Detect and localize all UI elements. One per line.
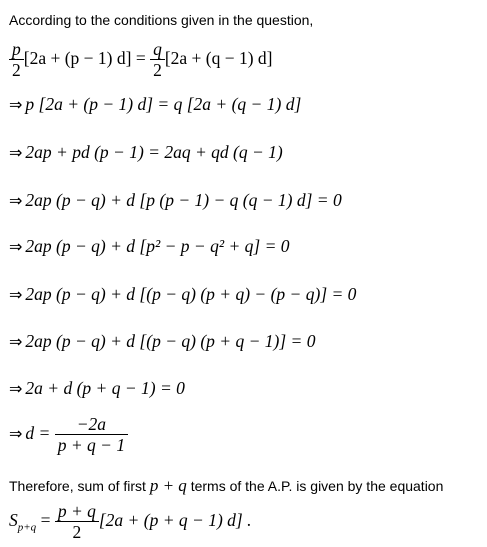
step-3	[9, 192, 342, 210]
equation-1	[9, 40, 273, 80]
equation-1-left-bracket: [2a + (p − 1) d] =	[23, 47, 146, 68]
step-text: 2ap (p − q) + d [p (p − 1) − q (q − 1) d] = 0	[25, 190, 342, 210]
final-sum-equation	[9, 502, 251, 542]
fraction-d	[55, 415, 128, 455]
step-6	[9, 333, 315, 351]
d-equation-lhs: d =	[25, 422, 51, 443]
fraction-numerator: −2a	[76, 414, 107, 434]
step-text: 2ap (p − q) + d [p² − p − q² + q] = 0	[25, 236, 290, 256]
step-5	[9, 286, 356, 304]
fraction-final	[55, 502, 99, 542]
step-2	[9, 144, 283, 162]
step-4	[9, 238, 290, 256]
implies-arrow-icon: ⇒	[9, 143, 23, 162]
therefore-post: terms of the A.P. is given by the equation	[190, 478, 444, 494]
step-text: 2ap + pd (p − 1) = 2aq + qd (q − 1)	[25, 142, 283, 162]
step-7	[9, 380, 185, 398]
therefore-pre: Therefore, sum of first	[9, 478, 146, 494]
fraction-denominator: 2	[72, 522, 82, 543]
implies-arrow-icon: ⇒	[9, 285, 23, 304]
step-text: 2ap (p − q) + d [(p − q) (p + q) − (p − q)] = 0	[25, 284, 357, 304]
final-equals: =	[40, 509, 51, 530]
fraction-denominator: 2	[153, 60, 162, 81]
fraction-numerator: q	[153, 39, 162, 59]
step-text: p [2a + (p − 1) d] = q [2a + (q − 1) d]	[25, 94, 302, 114]
fraction-q-over-2	[150, 40, 165, 80]
implies-arrow-icon: ⇒	[9, 237, 23, 256]
step-1	[9, 96, 301, 114]
fraction-numerator: p + q	[57, 501, 96, 521]
therefore-math: p + q	[149, 476, 187, 495]
fraction-denominator: 2	[12, 60, 21, 81]
d-equation	[9, 415, 128, 455]
intro-text: According to the conditions given in the question,	[9, 12, 314, 28]
implies-arrow-icon: ⇒	[9, 423, 23, 443]
implies-arrow-icon: ⇒	[9, 191, 23, 210]
fraction-p-over-2	[9, 40, 24, 80]
step-text: 2a + d (p + q − 1) = 0	[25, 378, 185, 398]
therefore-text	[9, 476, 443, 496]
final-bracket: [2a + (p + q − 1) d] .	[98, 509, 252, 530]
sum-symbol: S	[9, 509, 18, 530]
step-text: 2ap (p − q) + d [(p − q) (p + q − 1)] = 0	[25, 331, 316, 351]
implies-arrow-icon: ⇒	[9, 95, 23, 114]
sum-subscript: p+q	[17, 521, 37, 534]
implies-arrow-icon: ⇒	[9, 379, 23, 398]
fraction-numerator: p	[12, 39, 21, 59]
implies-arrow-icon: ⇒	[9, 332, 23, 351]
fraction-denominator: p + q − 1	[57, 435, 126, 456]
equation-1-right-bracket: [2a + (q − 1) d]	[164, 47, 273, 68]
